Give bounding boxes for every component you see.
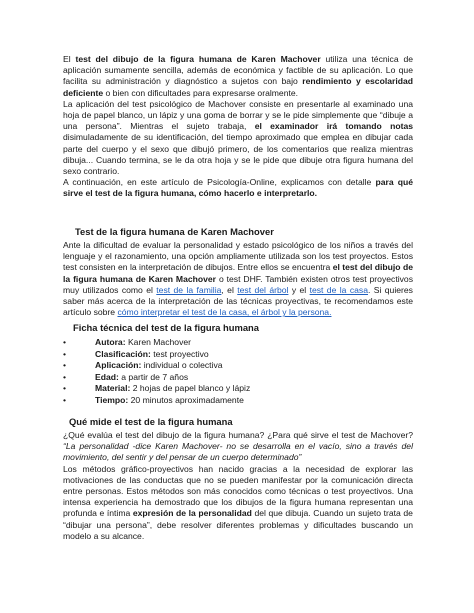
bullet-icon: •: [63, 348, 67, 359]
text-run: A continuación, en este artículo de Psicología-Online, explicamos con detalle: [63, 177, 376, 188]
ficha-item: [63, 337, 413, 349]
section-karen-machover: [63, 226, 413, 318]
text-run: y el: [288, 284, 310, 295]
ficha-item: [63, 372, 413, 384]
text-run: Ante la dificultad de evaluar la personalidad y estado psicológico de los niños a través del lenguaje y el razonamiento, una opción ampliamente utilizada son los test proyectos. Estos test consisten en la interpretación de dibujos. Entre ellos se encuentra: [63, 240, 413, 273]
intro-paragraph-2: [63, 99, 413, 177]
section3-paragraph-1: [63, 430, 413, 464]
text-run: o bien con dificultades para expresarse oralmente.: [103, 87, 299, 98]
bold-text: para qué sirve el test de la figura humana, cómo hacerlo e interpretarlo.: [63, 177, 413, 199]
text-run: del que dibuja. Cuando un sujeto trata de “dibujar una persona”, debe resolver diferentes problemas y dificultades buscando un modelo a su alcance.: [63, 508, 413, 541]
bullet-icon: •: [63, 383, 67, 394]
ficha-item: [63, 360, 413, 372]
inline-link[interactable]: test de la familia: [156, 284, 222, 295]
bullet-icon: •: [63, 371, 67, 382]
section-heading-que-mide: Qué mide el test de la figura humana: [69, 416, 233, 427]
intro-section: [63, 54, 413, 200]
bullet-icon: •: [63, 360, 67, 371]
text-run: o test DHF. También existen otros test proyectivos muy utilizados como el: [63, 273, 413, 295]
section-heading-ficha-tecnica: Ficha técnica del test de la figura humana: [73, 322, 259, 333]
ficha-item-label: Aplicación:: [95, 360, 142, 371]
ficha-item-label: Material:: [95, 383, 131, 394]
ficha-item: [63, 349, 413, 361]
text-run: Los métodos gráfico-proyectivos han nacido gracias a la necesidad de explorar las motivaciones de las conductas que no se pueden manifestar por la comunicación directa entre personas. Estos métodos son más conocidos como técnicas o test proyectivos. Una intensa experiencia ha demostrado que los dibujos de la figura humana representan una profunda e íntima: [63, 463, 413, 519]
text-run: El: [63, 54, 76, 64]
intro-paragraph-3: [63, 177, 413, 199]
ficha-item-label: Tiempo:: [95, 394, 129, 405]
ficha-item-value: 20 minutos aproximadamente: [128, 394, 244, 405]
text-run: utiliza una técnica de aplicación sumamente sencilla, además de económica y factible de su aplicación. Lo que facilita su administración y diagnóstico a sujetos con bajo: [63, 54, 414, 87]
intro-paragraph-1: [63, 54, 413, 99]
section-heading-karen-machover: Test de la figura humana de Karen Machover: [75, 226, 274, 237]
ficha-item-value: test proyectivo: [150, 348, 209, 359]
inline-link[interactable]: cómo interpretar el test de la casa, el árbol y la persona.: [117, 307, 332, 318]
text-run: , el: [221, 284, 238, 295]
bold-text: expresión de la personalidad: [132, 508, 252, 519]
bold-text: el examinador irá tomando notas: [254, 121, 413, 132]
ficha-item: [63, 395, 413, 407]
ficha-item-value: a partir de 7 años: [118, 371, 189, 382]
bold-text: test del dibujo de la figura humana de Karen Machover: [75, 54, 321, 64]
text-run: . Si quieres saber más acerca de la interpretación de las técnicas proyectivas, te recomendamos este artículo sobre: [63, 284, 413, 318]
inline-link[interactable]: test de la casa: [309, 284, 368, 295]
ficha-item-value: 2 hojas de papel blanco y lápiz: [130, 383, 251, 394]
italic-text: “La personalidad -dice Karen Machover- no se desarrolla en el vacío, sino a través del movimiento, del sentir y del pensar de un cuerpo determinado”: [63, 441, 413, 463]
ficha-item-label: Edad:: [95, 371, 119, 382]
ficha-tecnica-list: [63, 337, 413, 407]
ficha-item-label: Autora:: [95, 337, 126, 347]
section3-paragraph-2: [63, 464, 413, 542]
ficha-item: [63, 383, 413, 395]
bullet-icon: •: [63, 337, 67, 347]
ficha-item-label: Clasificación:: [95, 348, 151, 359]
ficha-item-value: individual o colectiva: [141, 360, 223, 371]
section1-paragraph: [63, 240, 413, 318]
section-que-mide: [63, 416, 413, 542]
bold-text: rendimiento y escolaridad deficiente: [63, 76, 413, 98]
section-ficha-tecnica: [63, 322, 413, 407]
inline-link[interactable]: test del árbol: [237, 284, 289, 295]
text-run: ¿Qué evalúa el test del dibujo de la figura humana? ¿Para qué sirve el test de Machover?: [63, 430, 413, 440]
text-run: La aplicación del test psicológico de Machover consiste en presentarle al examinado una hoja de papel blanco, un lápiz y una goma de borrar y se le pide simplemente que “dibuje a una persona”. Mientras el sujeto trabaja,: [63, 98, 413, 132]
bullet-icon: •: [63, 394, 67, 405]
bold-text: el test del dibujo de la figura humana de Karen Machover: [63, 262, 413, 284]
text-run: disimuladamente de su identificación, del tiempo aproximado que emplea en dibujar cada parte del cuerpo y el sexo que dibujó primero, de los comentarios que realiza mientras dibuja... Cuando termina, se le da otra hoja y se le pide que dibuje otra figura humana del sexo contrario.: [63, 132, 413, 177]
ficha-item-value: Karen Machover: [125, 337, 192, 347]
